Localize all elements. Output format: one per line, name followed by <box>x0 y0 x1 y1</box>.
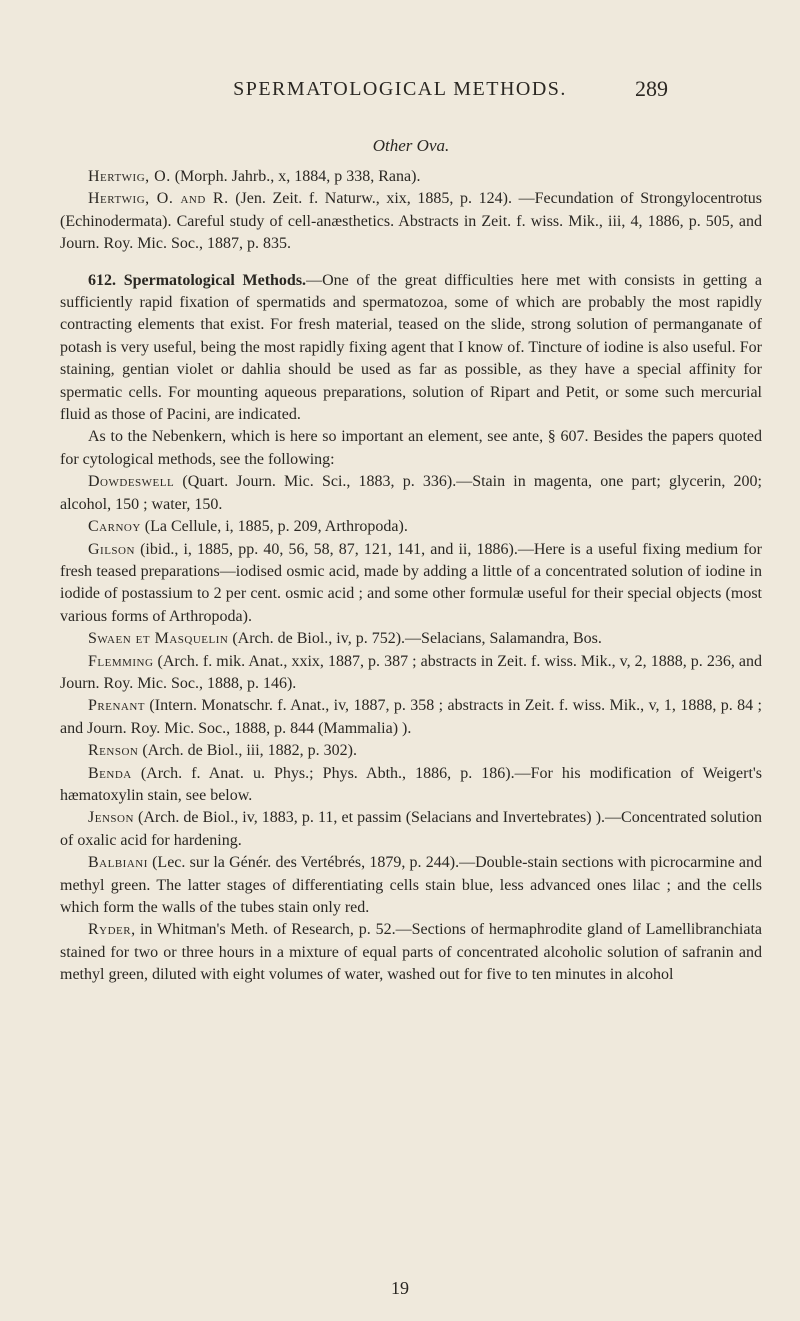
reference-author: Carnoy <box>88 518 141 536</box>
reference-paragraph <box>60 651 762 696</box>
reference-author: Swaen et Masquelin <box>88 630 229 648</box>
reference-text: (Arch. f. Anat. u. Phys.; Phys. Abth., 1886, p. 186).—For his modification of Weigert's hæmatoxylin stain, see below. <box>60 764 762 804</box>
page-body <box>60 136 762 987</box>
running-title: SPERMATOLOGICAL METHODS. <box>233 78 567 100</box>
reference-text: (Arch. de Biol., iii, 1882, p. 302). <box>138 742 357 760</box>
reference-text: (Arch. f. mik. Anat., xxix, 1887, p. 387 ; abstracts in Zeit. f. wiss. Mik., v, 2, 1888, p. 236, and Journ. Roy. Mic. Soc., 1888, p. 146). <box>60 652 762 692</box>
reference-text: (Lec. sur la Génér. des Vertébrés, 1879, p. 244).—Double-stain sections with picrocarmine and methyl green. The latter stages of differentiating cells stain blue, less advanced ones lilac ; and the cells which form the walls of the tubes stain only red. <box>60 854 762 916</box>
section-heading: 612. Spermatological Methods. <box>88 271 307 289</box>
reference-author: Hertwig, O. <box>88 168 171 185</box>
reference-text: (ibid., i, 1885, pp. 40, 56, 58, 87, 121, 141, and ii, 1886).—Here is a useful fixing medium for fresh teased preparations—iodised osmic acid, made by adding a little of a concentrated solution of iodine in iodide of postassium to 2 per cent. osmic acid ; and some other formulæ useful for their special objects (most various forms of Arthropoda). <box>60 540 762 625</box>
subsection-title: Other Ova. <box>372 136 450 155</box>
reference-paragraph <box>60 628 762 650</box>
reference-text: (Quart. Journ. Mic. Sci., 1883, p. 336).—Stain in magenta, one part; glycerin, 200; alcohol, 150 ; water, 150. <box>60 473 762 513</box>
running-head <box>0 78 800 106</box>
reference-author: Prenant <box>88 697 146 715</box>
body-paragraph: As to the Nebenkern, which is here so important an element, see ante, § 607. Besides the papers quoted for cytological methods, see the following: <box>60 428 762 468</box>
signature-mark: 19 <box>391 1278 409 1298</box>
reference-author: Balbiani <box>88 854 148 872</box>
reference-author: Hertwig, O. and R. <box>88 190 229 208</box>
reference-paragraph <box>60 188 762 255</box>
reference-paragraph <box>60 807 762 852</box>
reference-paragraph <box>60 919 762 986</box>
reference-text: (Arch. de Biol., iv, p. 752).—Selacians, Salamandra, Bos. <box>228 630 602 648</box>
reference-text: (Jen. Zeit. f. Naturw., xix, 1885, p. 124). —Fecundation of Strongylocentrotus (Echinodermata). Careful study of cell-anæsthetics. Abstracts in Zeit. f. wiss. Mik., iii, 4, 1886, p. 505, and Journ. Roy. Mic. Soc., 1887, p. 835. <box>60 190 763 253</box>
reference-paragraph <box>60 539 762 629</box>
reference-text: (Arch. de Biol., iv, 1883, p. 11, et passim (Selacians and Invertebrates) ).—Concentrated solution of oxalic acid for hardening. <box>60 809 762 849</box>
reference-paragraph <box>60 516 762 538</box>
reference-text: (La Cellule, i, 1885, p. 209, Arthropoda). <box>140 518 408 536</box>
reference-author: Ryder <box>88 921 132 939</box>
reference-text: , in Whitman's Meth. of Research, p. 52.—Sections of hermaphrodite gland of Lamellibranchiata stained for two or three hours in a mixture of equal parts of concentrated alcoholic solution of safranin and methyl green, diluted with eight volumes of water, washed out for five to ten minutes in alcohol <box>60 921 762 984</box>
reference-author: Flemming <box>88 652 154 670</box>
reference-text: (Intern. Monatschr. f. Anat., iv, 1887, p. 358 ; abstracts in Zeit. f. wiss. Mik., v, 1, 1888, p. 84 ; and Journ. Roy. Mic. Soc., 1888, p. 844 (Mammalia) ). <box>60 697 762 737</box>
reference-paragraph <box>60 695 762 740</box>
section-text: —One of the great difficulties here met with consists in getting a sufficiently rapid fixation of spermatids and spermatozoa, some of which are probably the most rapidly contracting elements that exist. For fresh material, teased on the slide, strong solution of permanganate of potash is very useful, being the most rapidly fixing agent that I know of. Tincture of iodine is also useful. For staining, gentian violet or dahlia should be used as far as possible, as they have a special affinity for spermatic cells. For mounting aqueous preparations, solution of Ripart and Petit, or some such mercurial fluid as those of Pacini, are indicated. <box>60 271 762 424</box>
reference-author: Gilson <box>88 540 135 558</box>
reference-paragraph <box>60 740 762 762</box>
reference-author: Jenson <box>88 809 134 827</box>
reference-author: Renson <box>88 742 139 760</box>
reference-text: (Morph. Jahrb., x, 1884, p 338, Rana). <box>170 168 421 185</box>
page-number: 289 <box>635 76 668 101</box>
reference-paragraph <box>60 852 762 919</box>
reference-paragraph <box>60 763 762 808</box>
reference-author: Dowdeswell <box>88 473 175 491</box>
reference-paragraph <box>60 471 762 516</box>
reference-paragraph <box>60 166 762 188</box>
section-paragraph <box>60 270 762 427</box>
reference-author: Benda <box>88 764 132 782</box>
